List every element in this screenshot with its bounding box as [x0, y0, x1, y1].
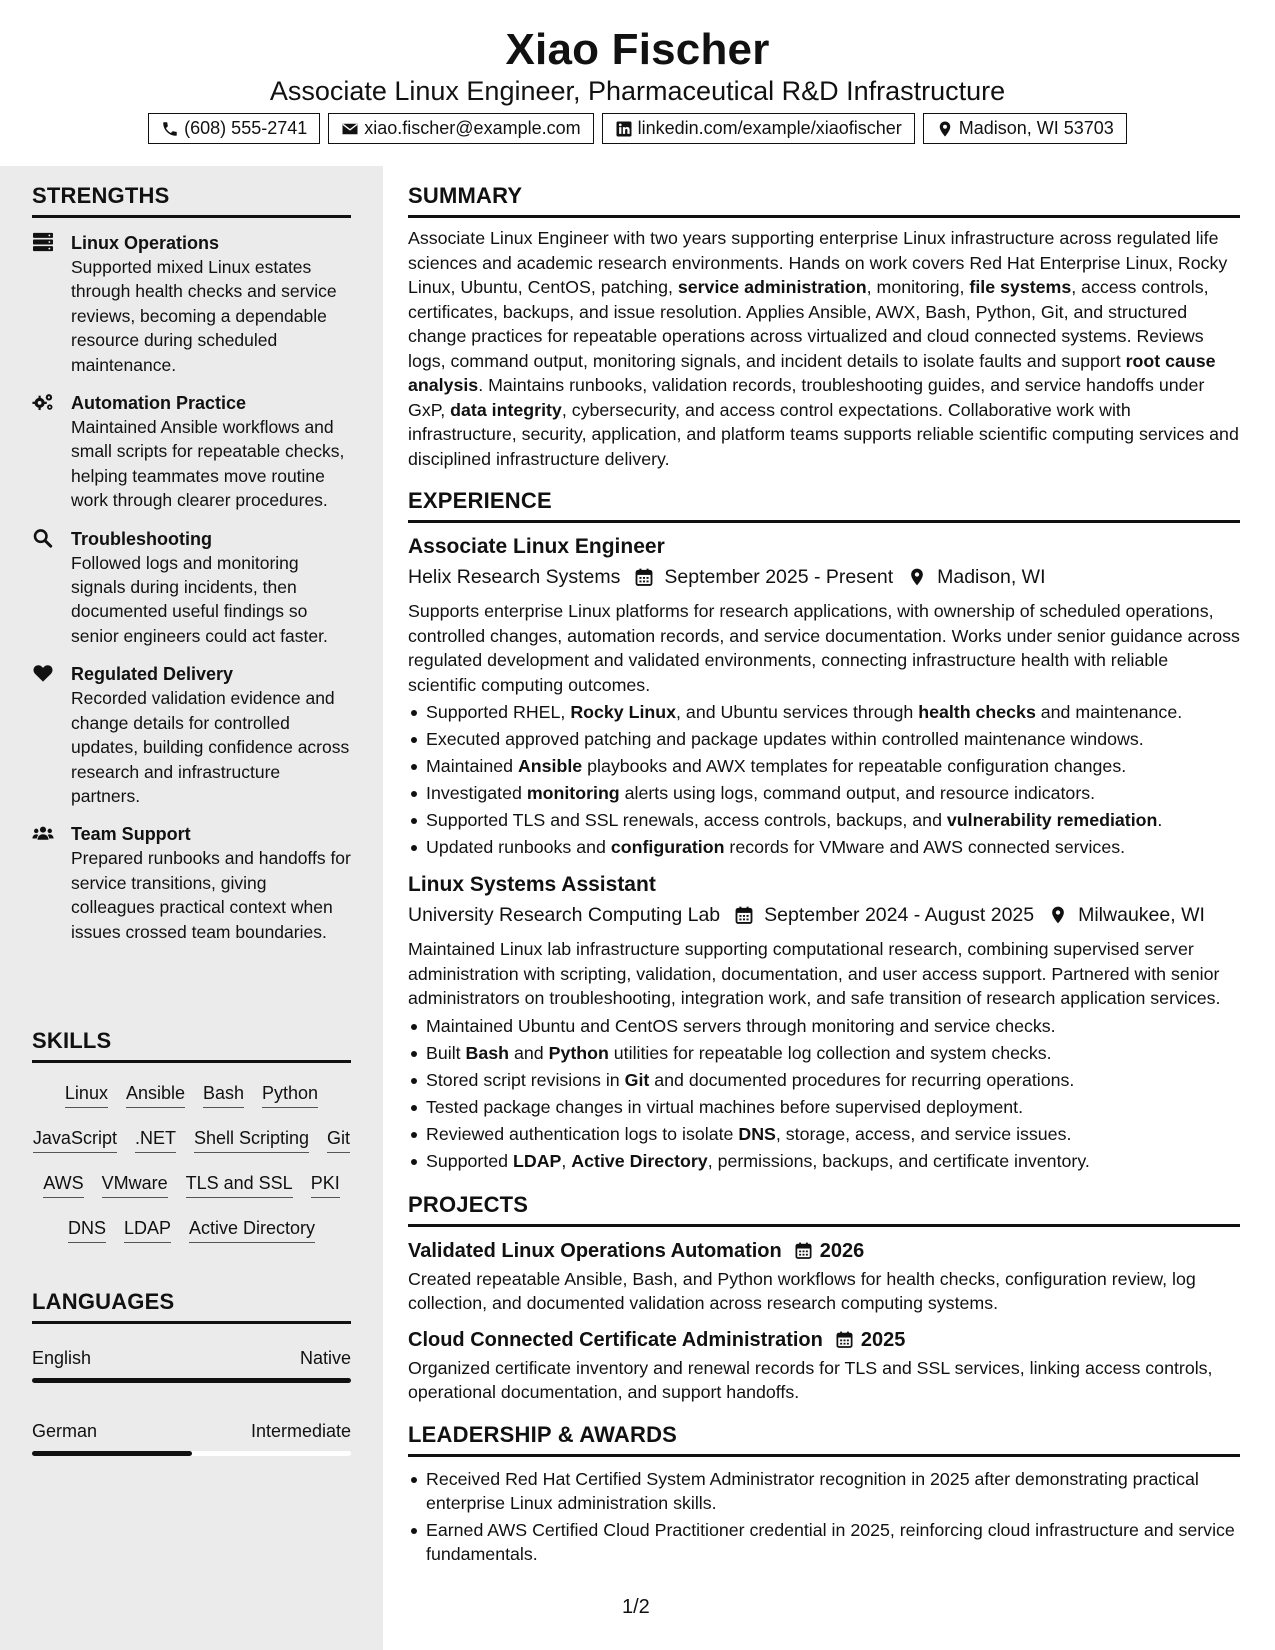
language-proficiency-bar — [32, 1451, 351, 1456]
job-location: Madison, WI — [937, 566, 1046, 588]
project-title-row — [408, 1326, 1240, 1354]
language-item — [32, 1346, 351, 1383]
phone-text: (608) 555-2741 — [184, 118, 308, 138]
strength-item — [32, 662, 351, 808]
bullet-item: Built Bash and Python utilities for repeatable log collection and system checks. — [408, 1040, 1240, 1067]
bullet-item: Tested package changes in virtual machines before supervised deployment. — [408, 1094, 1240, 1121]
resume-header — [0, 0, 1275, 166]
skill-tag: VMware — [102, 1171, 168, 1198]
skill-tag: AWS — [43, 1171, 83, 1198]
strength-item — [32, 231, 351, 377]
job-meta — [408, 901, 1240, 929]
strengths-heading: STRENGTHS — [32, 183, 351, 218]
skill-tag: Linux — [65, 1081, 108, 1108]
awards-heading: LEADERSHIP & AWARDS — [408, 1422, 1240, 1457]
project-description: Organized certificate inventory and renewal records for TLS and SSL services, linking access controls, operational documentation, and support handoffs. — [408, 1357, 1213, 1402]
summary-text: Associate Linux Engineer with two years supporting enterprise Linux infrastructure across regulated life sciences and academic research environments. Hands on work covers Red Hat Enterprise Linux, Rocky Linux, Ubuntu, CentOS, patching, service administration, monitoring, file systems, access controls, certificates, backups, and issue resolution. Applies Ansible, AWX, Bash, Python, Git, and structured change practices for repeatable operations across virtualized and cloud connected systems. Reviews logs, command output, monitoring signals, and incident details to isolate faults and support root cause analysis. Maintains runbooks, validation records, troubleshooting guides, and service handoffs under GxP, data integrity, cybersecurity, and access control expectations. Collaborative work with infrastructure, security, application, and platform teams supports reliable scientific computing services and disciplined infrastructure delivery. — [408, 228, 1239, 469]
language-name: English — [32, 1348, 92, 1368]
summary-heading: SUMMARY — [408, 183, 1240, 218]
project-title: Validated Linux Operations Automation — [408, 1239, 782, 1262]
calendar-icon — [835, 1330, 854, 1349]
job-location: Milwaukee, WI — [1078, 904, 1205, 926]
bullet-item: Maintained Ansible playbooks and AWX templates for repeatable configuration changes. — [408, 753, 1240, 780]
candidate-title: Associate Linux Engineer, Pharmaceutical R&D Infrastructure — [269, 76, 1006, 106]
job-dates: September 2024 - August 2025 — [764, 904, 1035, 926]
projects-heading: PROJECTS — [408, 1192, 1240, 1227]
language-level: Native — [299, 1348, 351, 1368]
strength-desc: Recorded validation evidence and change details for controlled updates, building confidence across research and infrastructure partners. — [71, 688, 350, 806]
skills-heading: SKILLS — [32, 1028, 351, 1063]
skill-tag: Ansible — [126, 1081, 185, 1108]
language-item — [32, 1419, 351, 1456]
language-proficiency-fill — [32, 1378, 351, 1383]
project-description: Created repeatable Ansible, Bash, and Python workflows for health checks, configuration review, log collection, and documented validation across research computing systems. — [408, 1268, 1196, 1313]
language-level: Intermediate — [250, 1421, 351, 1441]
awards-list — [408, 1467, 1240, 1567]
phone-icon — [161, 120, 179, 138]
project-entry — [408, 1237, 1240, 1316]
project-year: 2025 — [860, 1328, 906, 1351]
gears-icon — [32, 392, 54, 412]
map-pin-icon — [907, 567, 927, 587]
contact-bar — [0, 113, 1275, 144]
skill-tag: DNS — [68, 1216, 106, 1243]
skill-tag: Shell Scripting — [194, 1126, 309, 1153]
bullet-item: Supported LDAP, Active Directory, permissions, backups, and certificate inventory. — [408, 1148, 1240, 1175]
users-icon — [32, 823, 54, 843]
strength-title: Regulated Delivery — [71, 664, 234, 685]
job-bullets — [408, 699, 1240, 861]
contact-linkedin[interactable] — [602, 113, 915, 144]
strength-desc: Supported mixed Linux estates through health checks and service reviews, becoming a dependable resource during scheduled maintenance. — [71, 257, 337, 375]
contact-email[interactable] — [328, 113, 593, 144]
project-title: Cloud Connected Certificate Administration — [408, 1328, 823, 1351]
map-pin-icon — [936, 120, 954, 138]
server-icon — [32, 232, 54, 252]
job-meta — [408, 563, 1240, 591]
strength-title: Troubleshooting — [71, 528, 212, 549]
job-title: Associate Linux Engineer — [408, 535, 665, 558]
language-name: German — [32, 1421, 98, 1441]
bullet-item: Investigated monitoring alerts using logs, command output, and resource indicators. — [408, 780, 1240, 807]
language-proficiency-fill — [32, 1451, 192, 1456]
strength-desc: Prepared runbooks and handoffs for service transitions, giving colleagues practical context when issues crossed team boundaries. — [71, 848, 351, 942]
skill-tag: Active Directory — [189, 1216, 315, 1243]
skill-tag: Python — [262, 1081, 318, 1108]
job-bullets — [408, 1013, 1240, 1175]
bullet-item: Executed approved patching and package updates within controlled maintenance windows. — [408, 726, 1240, 753]
bullet-item: Supported RHEL, Rocky Linux, and Ubuntu services through health checks and maintenance. — [408, 699, 1240, 726]
company-name: University Research Computing Lab — [408, 904, 721, 926]
calendar-icon — [794, 1241, 813, 1260]
job-entry — [408, 871, 1240, 1175]
skill-tag: Bash — [203, 1081, 244, 1108]
languages-section — [32, 1289, 351, 1456]
award-item: Received Red Hat Certified System Administrator recognition in 2025 after demonstrating practical enterprise Linux administration skills. — [408, 1467, 1240, 1516]
strength-item — [32, 391, 351, 513]
candidate-name: Xiao Fischer — [505, 25, 770, 74]
strength-title: Automation Practice — [71, 393, 247, 414]
award-item: Earned AWS Certified Cloud Practitioner credential in 2025, reinforcing cloud infrastructure and service fundamentals. — [408, 1518, 1240, 1567]
project-entry — [408, 1326, 1240, 1405]
strength-title: Linux Operations — [71, 233, 220, 253]
bullet-item: Stored script revisions in Git and documented procedures for recurring operations. — [408, 1067, 1240, 1094]
job-dates: September 2025 - Present — [664, 566, 894, 588]
skills-list — [32, 1063, 351, 1243]
job-title: Linux Systems Assistant — [408, 873, 656, 896]
languages-heading: LANGUAGES — [32, 1289, 351, 1324]
skill-tag: LDAP — [124, 1216, 171, 1243]
search-icon — [32, 528, 54, 548]
envelope-icon — [341, 120, 359, 138]
bullet-item: Reviewed authentication logs to isolate DNS, storage, access, and service issues. — [408, 1121, 1240, 1148]
email-text: xiao.fischer@example.com — [364, 118, 581, 138]
strength-item — [32, 822, 351, 944]
location-text: Madison, WI 53703 — [958, 118, 1114, 138]
job-entry — [408, 533, 1240, 861]
language-proficiency-bar — [32, 1378, 351, 1383]
project-year: 2026 — [819, 1239, 865, 1262]
calendar-icon — [634, 567, 654, 587]
linkedin-text: linkedin.com/example/xiaofischer — [637, 118, 902, 138]
map-pin-icon — [1048, 905, 1068, 925]
contact-location[interactable] — [923, 113, 1127, 144]
skills-section — [32, 1028, 351, 1243]
job-description: Maintained Linux lab infrastructure supporting computational research, combining supervised server administration with scripting, validation, documentation, and user access support. Partnered with senior administrators on troubleshooting, integration work, and safe transition of research application services. — [408, 939, 1221, 1008]
skill-tag: Git — [327, 1126, 350, 1153]
bullet-item: Supported TLS and SSL renewals, access controls, backups, and vulnerability remediation. — [408, 807, 1240, 834]
skill-tag: TLS and SSL — [186, 1171, 293, 1198]
skill-tag: PKI — [311, 1171, 340, 1198]
contact-phone[interactable] — [148, 113, 320, 144]
skill-tag: JavaScript — [33, 1126, 117, 1153]
skill-tag: .NET — [135, 1126, 176, 1153]
linkedin-icon — [615, 120, 633, 138]
strengths-section — [32, 183, 351, 958]
sidebar — [0, 166, 383, 1650]
job-description: Supports enterprise Linux platforms for research applications, with ownership of scheduled operations, controlled changes, automation records, and service documentation. Works under senior guidance across regulated development and validated environments, connecting infrastructure health with reliable scientific computing outcomes. — [408, 601, 1240, 695]
bullet-item: Updated runbooks and configuration records for VMware and AWS connected services. — [408, 834, 1240, 861]
project-title-row — [408, 1237, 1240, 1265]
strength-title: Team Support — [71, 824, 191, 845]
strength-desc: Followed logs and monitoring signals during incidents, then documented useful findings so senior engineers could act faster. — [71, 552, 328, 646]
calendar-icon — [734, 905, 754, 925]
heart-icon — [32, 663, 54, 683]
company-name: Helix Research Systems — [408, 566, 621, 588]
page-number: 1/2 — [622, 1596, 650, 1618]
main-content — [408, 166, 1240, 1569]
strength-item — [32, 527, 351, 649]
experience-heading: EXPERIENCE — [408, 488, 1240, 523]
strength-desc: Maintained Ansible workflows and small scripts for repeatable checks, helping teammates move routine work through clearer procedures. — [71, 417, 345, 511]
bullet-item: Maintained Ubuntu and CentOS servers through monitoring and service checks. — [408, 1013, 1240, 1040]
